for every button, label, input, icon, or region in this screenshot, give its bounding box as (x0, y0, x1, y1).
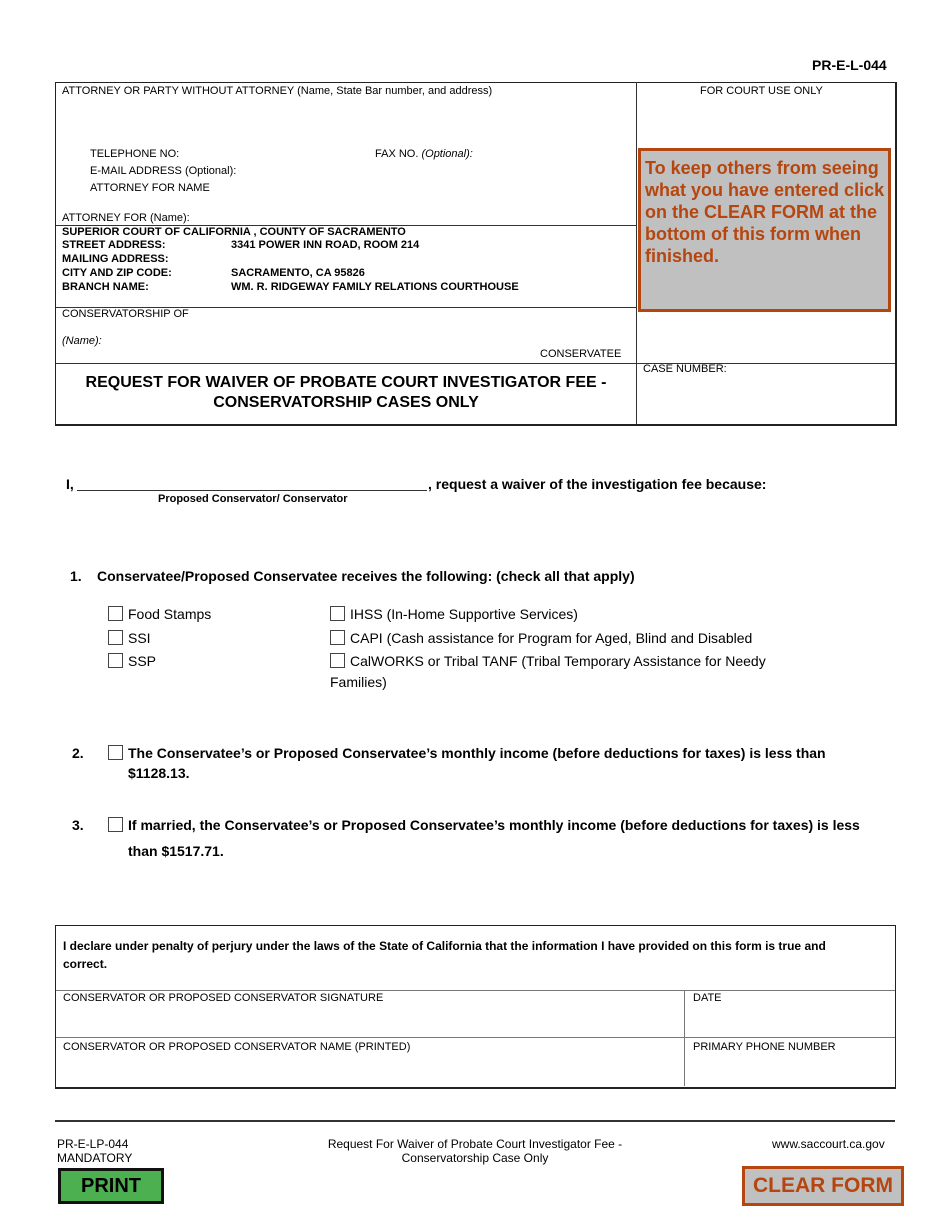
case-number-label: CASE NUMBER: (643, 363, 727, 375)
checkbox[interactable] (330, 606, 345, 621)
conservatorship-of-label: CONSERVATORSHIP OF (62, 308, 189, 320)
date-label: DATE (693, 992, 722, 1004)
declaration-text: I declare under penalty of perjury under the laws of the State of California that the information I have provided on this form is true and correct. (63, 939, 826, 971)
phone-label: PRIMARY PHONE NUMBER (693, 1041, 836, 1053)
attorney-for-label: ATTORNEY FOR (Name): (62, 212, 190, 224)
checkbox[interactable] (108, 653, 123, 668)
city-value: SACRAMENTO, CA 95826 (231, 267, 365, 279)
intro-suffix: , request a waiver of the investigation fee because: (428, 476, 767, 492)
attorney-label: ATTORNEY OR PARTY WITHOUT ATTORNEY (Name, State Bar number, and address) (62, 85, 493, 97)
option-ssi[interactable]: SSI (108, 630, 151, 646)
checkbox[interactable] (330, 653, 345, 668)
option-capi[interactable]: CAPI (Cash assistance for Program for Aged, Blind and Disabled (330, 630, 752, 646)
branch-label: BRANCH NAME: (62, 281, 149, 293)
item1-text: Conservatee/Proposed Conservatee receives the following: (check all that apply) (97, 568, 635, 584)
intro-caption: Proposed Conservator/ Conservator (158, 493, 348, 505)
signature-label: CONSERVATOR OR PROPOSED CONSERVATOR SIGNATURE (63, 992, 384, 1004)
item3-number: 3. (72, 817, 84, 833)
court-use-label: FOR COURT USE ONLY (700, 85, 823, 97)
item1-number: 1. (70, 568, 82, 584)
conservator-name-field[interactable] (77, 476, 427, 490)
footer-title: Request For Waiver of Probate Court Investigator Fee - Conservatorship Case Only (327, 1137, 623, 1165)
option-calworks-cont: Families) (330, 674, 387, 690)
attorney-for-name: ATTORNEY FOR NAME (90, 182, 210, 194)
clear-form-button[interactable]: CLEAR FORM (742, 1166, 904, 1206)
form-id: PR-E-L-044 (812, 57, 887, 73)
checkbox[interactable] (108, 606, 123, 621)
checkbox[interactable] (108, 817, 123, 832)
checkbox[interactable] (108, 630, 123, 645)
item3-text[interactable]: If married, the Conservatee’s or Proposed Conservatee’s monthly income (before deductions for taxes) is less (108, 817, 860, 833)
street-value: 3341 POWER INN ROAD, ROOM 214 (231, 239, 420, 251)
court-name: SUPERIOR COURT OF CALIFORNIA , COUNTY OF SACRAMENTO (62, 226, 406, 238)
branch-value: WM. R. RIDGEWAY FAMILY RELATIONS COURTHOUSE (231, 281, 519, 293)
option-ssp[interactable]: SSP (108, 653, 156, 669)
option-ihss[interactable]: IHSS (In-Home Supportive Services) (330, 606, 578, 622)
item2-number: 2. (72, 745, 84, 761)
intro-prefix: I, (66, 476, 74, 492)
item2-text[interactable]: The Conservatee’s or Proposed Conservatee’s monthly income (before deductions for taxes) is less than (108, 745, 826, 761)
footer-url[interactable]: www.saccourt.ca.gov (772, 1137, 885, 1151)
footer-code: PR-E-LP-044 MANDATORY (57, 1137, 133, 1165)
clear-form-notice: To keep others from seeing what you have entered click on the CLEAR FORM at the bottom of this form when finished. (638, 148, 891, 312)
option-calworks[interactable]: CalWORKS or Tribal TANF (Tribal Temporary Assistance for Needy (330, 653, 766, 669)
printed-name-label: CONSERVATOR OR PROPOSED CONSERVATOR NAME (PRINTED) (63, 1041, 411, 1053)
telephone-label: TELEPHONE NO: (90, 148, 180, 160)
name-label: (Name): (62, 335, 102, 347)
email-label: E-MAIL ADDRESS (Optional): (90, 165, 237, 177)
conservatee-label: CONSERVATEE (540, 348, 622, 360)
print-button[interactable]: PRINT (58, 1168, 164, 1204)
fax-label: FAX NO. (Optional): (375, 148, 473, 160)
checkbox[interactable] (108, 745, 123, 760)
option-food-stamps[interactable]: Food Stamps (108, 606, 211, 622)
item2-amount: $1128.13. (128, 765, 190, 781)
mailing-label: MAILING ADDRESS: (62, 253, 169, 265)
item3-amount: than $1517.71. (128, 843, 224, 859)
checkbox[interactable] (330, 630, 345, 645)
street-label: STREET ADDRESS: (62, 239, 166, 251)
city-label: CITY AND ZIP CODE: (62, 267, 172, 279)
form-title: REQUEST FOR WAIVER OF PROBATE COURT INVESTIGATOR FEE - CONSERVATORSHIP CASES ONLY (85, 374, 607, 411)
